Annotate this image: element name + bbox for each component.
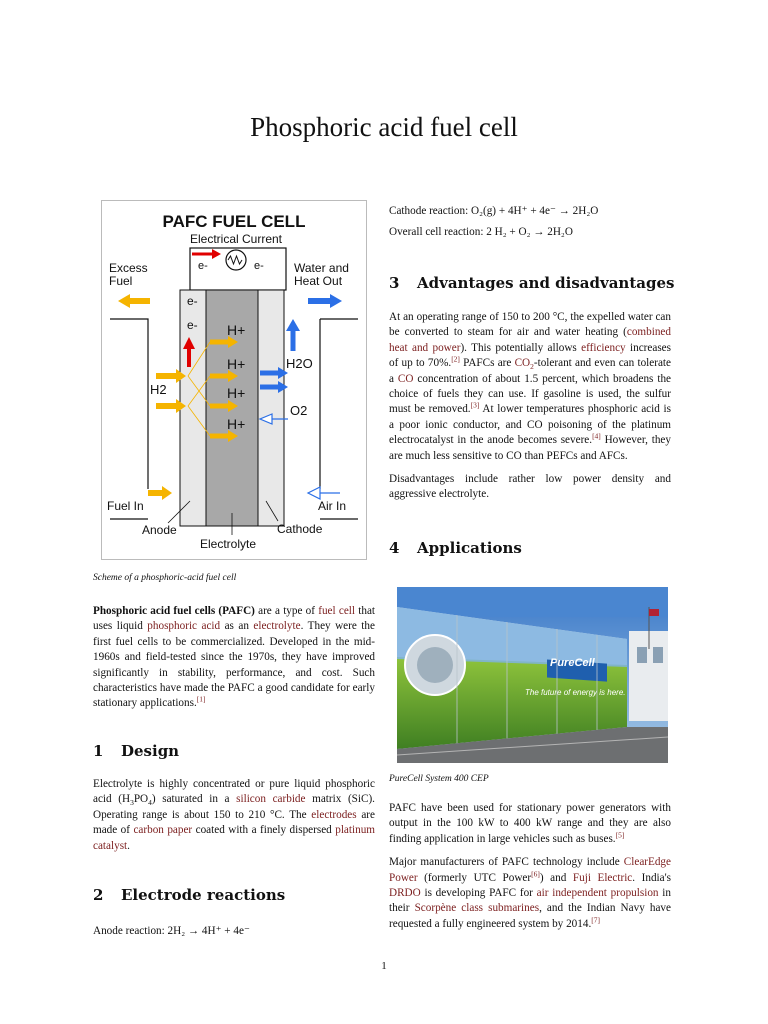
- diagram-current-label: Electrical Current: [189, 232, 283, 246]
- disadvantages-paragraph: Disadvantages include rather low power density and aggressive electrolyte.: [389, 473, 671, 501]
- link-carbon-paper[interactable]: carbon paper: [133, 824, 193, 837]
- h-plus-label-2: H+: [227, 356, 246, 372]
- electron-label-right: e-: [254, 260, 264, 272]
- excess-fuel-label-2: Fuel: [109, 274, 133, 288]
- water-heat-label-1: Water and: [294, 261, 349, 275]
- o2-label: O2: [290, 403, 308, 418]
- page-number: 1: [381, 960, 387, 972]
- ref-1[interactable]: [1]: [196, 694, 206, 704]
- applications-text: PAFC have been used for stationary power generators with output in the 100 kW to 400 kW range and they are also finding application in large vehicles such as buses.[5] Major manufacturers of PAFC technology include ClearEdge Power (formerly UTC Power[6]) and Fuji Electric. India's DRDO is developing PAFC for air independent propulsion in their Scorpène class submarines, and the Indian Navy have requested a fully engineered system by 2014.[7]: [389, 802, 671, 930]
- photo-slogan: The future of energy is here.: [525, 688, 626, 697]
- water-heat-label-2: Heat Out: [294, 274, 343, 288]
- intro-paragraph: Phosphoric acid fuel cells (PAFC) are a type of fuel cell that uses liquid phosphoric acid as an electrolyte. They were the first fuel cells to be commercialized. Developed in the mid-1960s and field-tested since the 1970s, they have improved significantly in stability, performance, and cost. Such characteristics have made the PAFC a good candidate for early stationary applications.[1]: [93, 605, 376, 710]
- page-title: Phosphoric acid fuel cell: [250, 112, 518, 142]
- link-clearedge-power[interactable]: ClearEdge Power: [389, 856, 671, 884]
- photo-caption: PureCell System 400 CEP: [389, 774, 489, 784]
- ref-4[interactable]: [4]: [592, 431, 601, 441]
- link-air-independent-propulsion[interactable]: air independent propulsion: [536, 887, 659, 900]
- link-phosphoric-acid[interactable]: phosphoric acid: [147, 620, 221, 633]
- air-in-label: Air In: [318, 499, 347, 513]
- section-electrode-reactions-heading: 2 Electrode reactions: [93, 886, 286, 904]
- intro-bold: Phosphoric acid fuel cells: [93, 605, 216, 617]
- figure-caption: Scheme of a phosphoric-acid fuel cell: [93, 573, 237, 583]
- intro-abbr: PAFC: [222, 605, 252, 617]
- ref-6[interactable]: [6]: [531, 868, 540, 878]
- ref-7[interactable]: [7]: [591, 915, 600, 925]
- h-plus-label-3: H+: [227, 385, 246, 401]
- section-advantages-heading: 3 Advantages and disadvantages: [389, 274, 675, 292]
- h2o-label: H2O: [286, 356, 313, 371]
- design-paragraph: Electrolyte is highly concentrated or pure liquid phosphoric acid $(H_3PO_4)$ saturated in a silicon carbide matrix (SiC). Operating range is about 150 to 210 °C. The electrodes are made of carbon paper coated with a finely dispersed platinum catalyst.: [93, 778, 375, 852]
- fuel-in-label: Fuel In: [107, 499, 144, 513]
- pafc-diagram: [101, 200, 367, 560]
- overall-reaction: Overall cell reaction: 2 H₂ + O₂ → 2H₂O: [389, 226, 573, 238]
- advantages-paragraph: At an operating range of 150 to 200 °C, the expelled water can be converted to steam for air and water heating (combined heat and power). This potentially allows efficiency increases of up to 70%.[2] PAFCs are $CO_2$-tolerant and even can tolerate a CO concentration of about 1.5 percent, which broadens the choice of fuels they can use. If gasoline is used, the sulfur must be removed.[3] At lower temperatures phosphoric acid is a poor ionic conductor, and CO poisoning of the platinum electrocatalyst in the anode becomes severe.[4] However, they are much less sensitive to CO than PEFCs and AFCs. Disadvantages include rather low power density and aggressive electrolyte.: [389, 310, 671, 511]
- h-plus-label-1: H+: [227, 322, 246, 338]
- link-platinum-catalyst[interactable]: platinum catalyst: [93, 824, 375, 852]
- pafc-diagram-svg: [102, 201, 366, 559]
- ref-3[interactable]: [3]: [470, 400, 480, 410]
- section-design-heading: 1 Design: [93, 742, 180, 760]
- link-drdo[interactable]: DRDO: [389, 887, 421, 900]
- link-co[interactable]: CO: [397, 372, 414, 385]
- photo-sign: PureCell: [550, 657, 595, 669]
- link-silicon-carbide[interactable]: silicon carbide: [236, 793, 306, 806]
- purecell-photo: [397, 587, 668, 763]
- link-efficiency[interactable]: efficiency: [581, 341, 626, 354]
- ref-5[interactable]: [5]: [615, 830, 625, 840]
- link-fuji-electric[interactable]: Fuji Electric: [572, 871, 633, 884]
- h-plus-label-4: H+: [227, 416, 246, 432]
- link-combined-heat-power[interactable]: combined heat and power: [389, 326, 671, 354]
- anode-label: Anode: [142, 523, 177, 537]
- cathode-reaction: Cathode reaction: O₂(g) + 4H⁺ + 4e⁻ → 2H₂O: [389, 205, 599, 217]
- link-electrodes[interactable]: electrodes: [311, 808, 357, 821]
- electrolyte-label: Electrolyte: [200, 537, 257, 551]
- h2-label: H2: [150, 382, 167, 397]
- link-co2[interactable]: $CO_2$: [514, 357, 534, 372]
- electron-label-4: e-: [187, 318, 198, 332]
- section-applications-heading: 4 Applications: [389, 539, 522, 557]
- cathode-label: Cathode: [277, 522, 323, 536]
- electron-label-left: e-: [198, 260, 208, 272]
- diagram-header: PAFC FUEL CELL: [162, 212, 306, 231]
- anode-reaction: Anode reaction: 2H₂ → 4H⁺ + 4e⁻: [93, 925, 250, 937]
- link-scorpene-submarines[interactable]: Scorpène class submarines: [414, 902, 540, 915]
- load-icon: [226, 250, 246, 270]
- link-fuel-cell[interactable]: fuel cell: [318, 605, 356, 617]
- ref-2[interactable]: [2]: [451, 354, 460, 364]
- link-electrolyte[interactable]: electrolyte: [253, 620, 301, 633]
- excess-fuel-label-1: Excess: [109, 261, 148, 275]
- electron-label-3: e-: [187, 294, 198, 308]
